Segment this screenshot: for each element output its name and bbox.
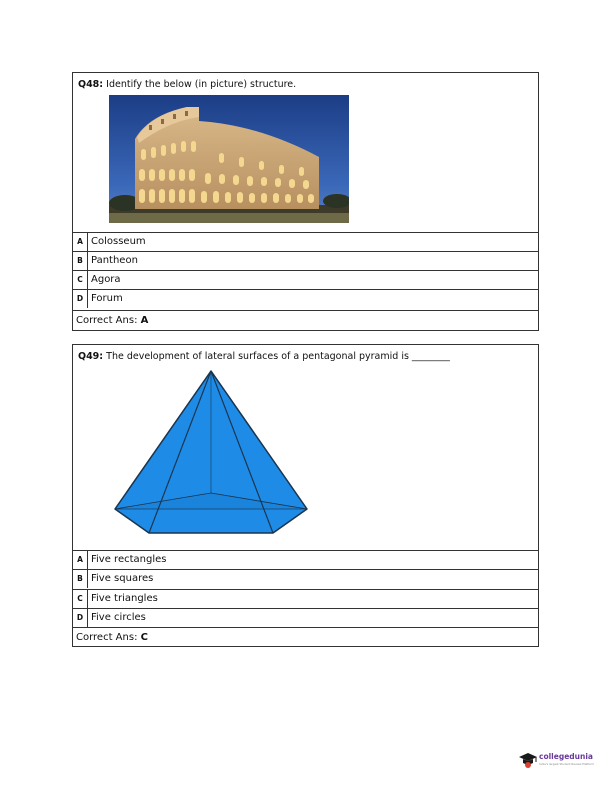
option-row[interactable] — [73, 289, 538, 308]
option-row[interactable] — [73, 569, 538, 588]
option-text: Forum — [91, 293, 123, 304]
option-row[interactable] — [73, 589, 538, 608]
colosseum-photo — [109, 95, 349, 223]
graduation-cap-icon — [518, 750, 538, 770]
option-text: Five rectangles — [91, 554, 167, 565]
option-letter: C — [73, 590, 88, 608]
option-letter: B — [73, 570, 88, 588]
option-letter: A — [73, 551, 88, 569]
question-48 — [72, 72, 539, 331]
option-row[interactable] — [73, 608, 538, 627]
option-text: Pantheon — [91, 255, 138, 266]
option-row[interactable] — [73, 232, 538, 251]
option-text: Agora — [91, 274, 121, 285]
option-row[interactable] — [73, 251, 538, 270]
option-text: Five triangles — [91, 593, 158, 604]
correct-answer: Correct Ans: A — [73, 310, 538, 329]
option-row[interactable] — [73, 550, 538, 569]
option-letter: A — [73, 233, 88, 251]
pentagonal-pyramid-diagram — [113, 369, 311, 539]
question-49-text: Q49: The development of lateral surfaces of a pentagonal pyramid is ________ — [78, 351, 450, 362]
option-letter: C — [73, 271, 88, 289]
logo-tagline: India's largest Student Review Platform — [539, 762, 595, 766]
option-text: Five circles — [91, 612, 146, 623]
correct-answer: Correct Ans: C — [73, 627, 538, 646]
option-row[interactable] — [73, 270, 538, 289]
collegedunia-logo[interactable] — [518, 748, 595, 772]
option-text: Colosseum — [91, 236, 146, 247]
option-letter: B — [73, 252, 88, 270]
question-48-text: Q48: Identify the below (in picture) structure. — [78, 79, 297, 90]
logo-text: collegedunia — [539, 752, 593, 761]
question-49 — [72, 344, 539, 647]
option-letter: D — [73, 609, 88, 627]
option-letter: D — [73, 290, 88, 308]
option-text: Five squares — [91, 573, 154, 584]
